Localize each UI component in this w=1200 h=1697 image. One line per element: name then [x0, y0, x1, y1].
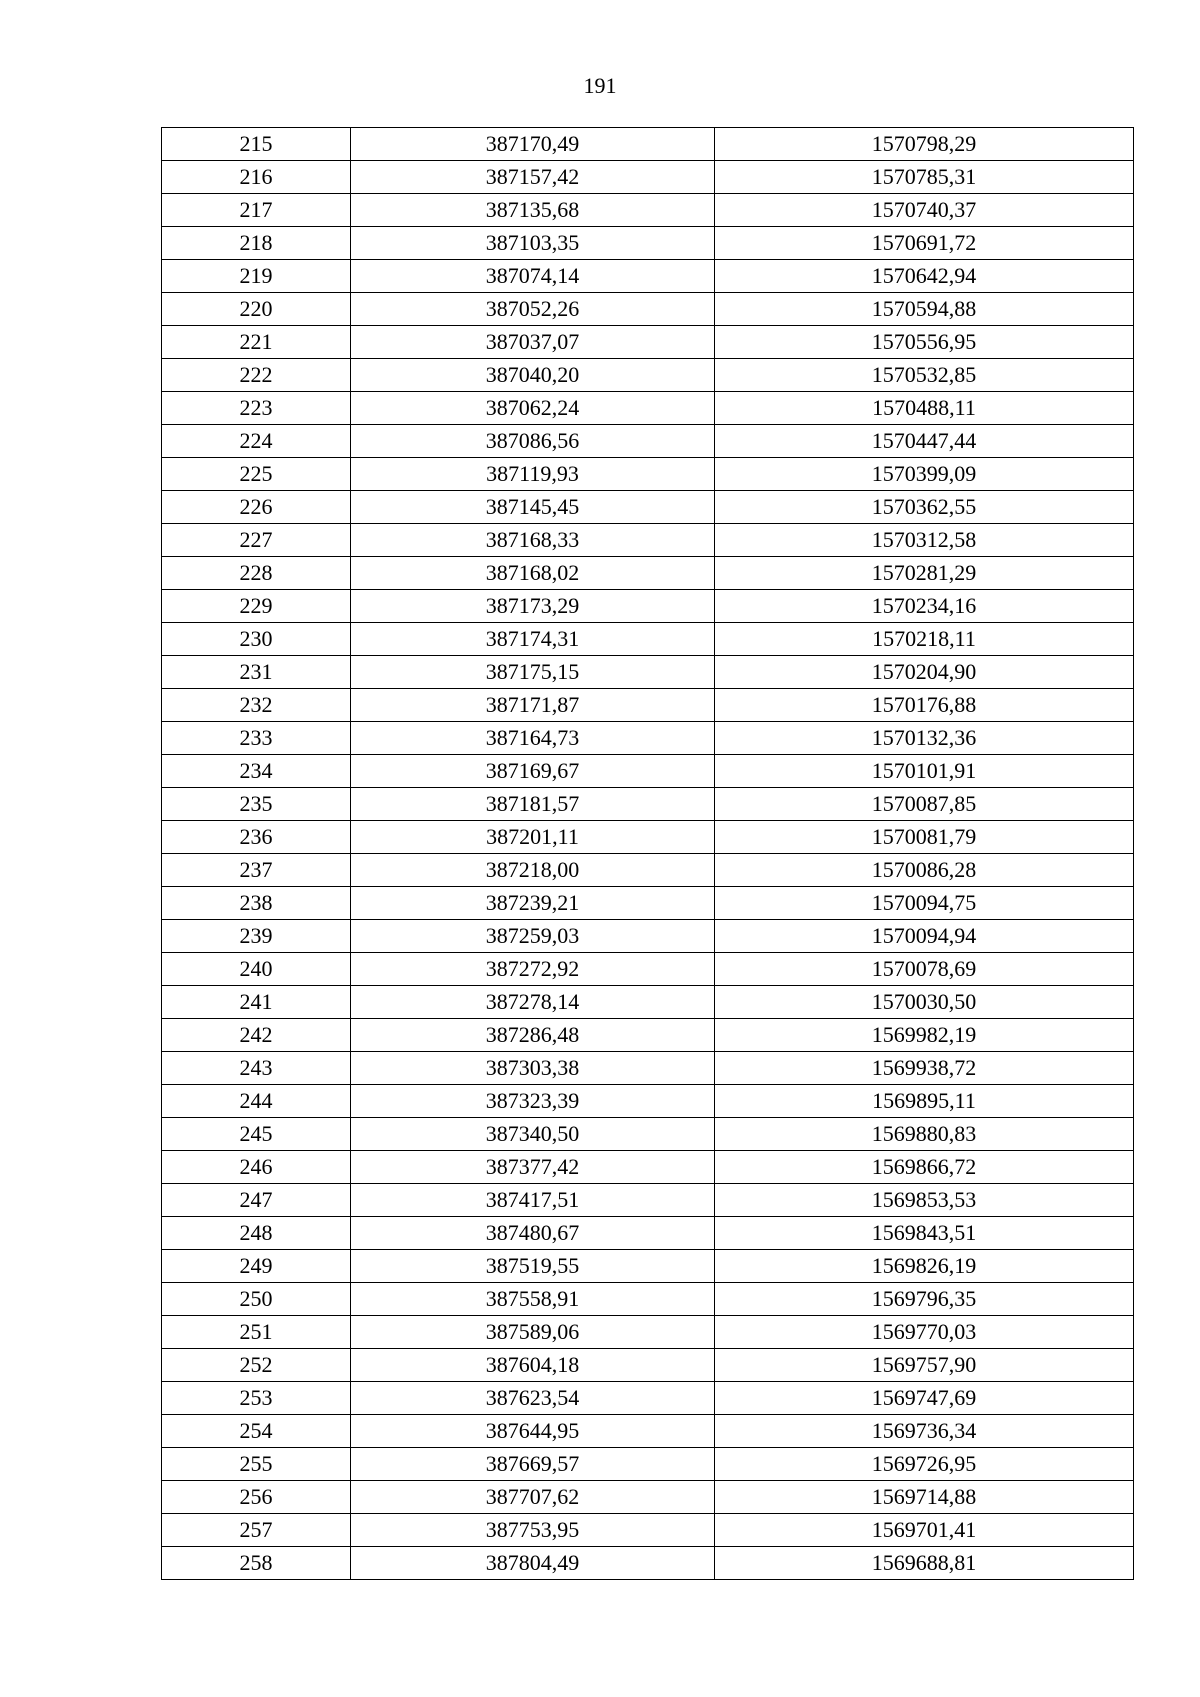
point-number-cell: 237 — [162, 854, 351, 887]
y-coordinate-cell: 1569826,19 — [715, 1250, 1134, 1283]
table-row — [162, 1448, 1134, 1481]
x-coordinate-cell: 387062,24 — [351, 392, 715, 425]
table-row — [162, 1052, 1134, 1085]
table-row — [162, 1481, 1134, 1514]
point-number-cell: 255 — [162, 1448, 351, 1481]
table-row — [162, 1382, 1134, 1415]
y-coordinate-cell: 1570785,31 — [715, 161, 1134, 194]
table-row — [162, 425, 1134, 458]
table-row — [162, 656, 1134, 689]
y-coordinate-cell: 1569895,11 — [715, 1085, 1134, 1118]
y-coordinate-cell: 1569843,51 — [715, 1217, 1134, 1250]
table-row — [162, 1415, 1134, 1448]
x-coordinate-cell: 387168,02 — [351, 557, 715, 590]
y-coordinate-cell: 1570532,85 — [715, 359, 1134, 392]
x-coordinate-cell: 387173,29 — [351, 590, 715, 623]
table-row — [162, 557, 1134, 590]
x-coordinate-cell: 387040,20 — [351, 359, 715, 392]
x-coordinate-cell: 387480,67 — [351, 1217, 715, 1250]
table-row — [162, 755, 1134, 788]
point-number-cell: 253 — [162, 1382, 351, 1415]
table-row — [162, 1118, 1134, 1151]
table-row — [162, 161, 1134, 194]
x-coordinate-cell: 387145,45 — [351, 491, 715, 524]
point-number-cell: 232 — [162, 689, 351, 722]
table-row — [162, 1547, 1134, 1580]
table-row — [162, 293, 1134, 326]
x-coordinate-cell: 387103,35 — [351, 227, 715, 260]
point-number-cell: 231 — [162, 656, 351, 689]
y-coordinate-cell: 1570642,94 — [715, 260, 1134, 293]
y-coordinate-cell: 1569726,95 — [715, 1448, 1134, 1481]
y-coordinate-cell: 1569770,03 — [715, 1316, 1134, 1349]
table-row — [162, 920, 1134, 953]
x-coordinate-cell: 387278,14 — [351, 986, 715, 1019]
table-row — [162, 1316, 1134, 1349]
point-number-cell: 243 — [162, 1052, 351, 1085]
table-row — [162, 788, 1134, 821]
x-coordinate-cell: 387558,91 — [351, 1283, 715, 1316]
point-number-cell: 248 — [162, 1217, 351, 1250]
y-coordinate-cell: 1569757,90 — [715, 1349, 1134, 1382]
point-number-cell: 219 — [162, 260, 351, 293]
point-number-cell: 228 — [162, 557, 351, 590]
x-coordinate-cell: 387804,49 — [351, 1547, 715, 1580]
coordinates-table — [161, 127, 1134, 1580]
x-coordinate-cell: 387119,93 — [351, 458, 715, 491]
point-number-cell: 250 — [162, 1283, 351, 1316]
point-number-cell: 252 — [162, 1349, 351, 1382]
point-number-cell: 238 — [162, 887, 351, 920]
point-number-cell: 229 — [162, 590, 351, 623]
y-coordinate-cell: 1570234,16 — [715, 590, 1134, 623]
x-coordinate-cell: 387157,42 — [351, 161, 715, 194]
point-number-cell: 230 — [162, 623, 351, 656]
point-number-cell: 251 — [162, 1316, 351, 1349]
point-number-cell: 220 — [162, 293, 351, 326]
point-number-cell: 249 — [162, 1250, 351, 1283]
y-coordinate-cell: 1570312,58 — [715, 524, 1134, 557]
y-coordinate-cell: 1569688,81 — [715, 1547, 1134, 1580]
table-row — [162, 1184, 1134, 1217]
y-coordinate-cell: 1570362,55 — [715, 491, 1134, 524]
y-coordinate-cell: 1570447,44 — [715, 425, 1134, 458]
page-number: 191 — [583, 73, 617, 98]
y-coordinate-cell: 1569880,83 — [715, 1118, 1134, 1151]
point-number-cell: 222 — [162, 359, 351, 392]
x-coordinate-cell: 387086,56 — [351, 425, 715, 458]
x-coordinate-cell: 387201,11 — [351, 821, 715, 854]
x-coordinate-cell: 387669,57 — [351, 1448, 715, 1481]
x-coordinate-cell: 387052,26 — [351, 293, 715, 326]
y-coordinate-cell: 1569747,69 — [715, 1382, 1134, 1415]
x-coordinate-cell: 387239,21 — [351, 887, 715, 920]
y-coordinate-cell: 1570132,36 — [715, 722, 1134, 755]
point-number-cell: 242 — [162, 1019, 351, 1052]
table-row — [162, 1151, 1134, 1184]
x-coordinate-cell: 387323,39 — [351, 1085, 715, 1118]
y-coordinate-cell: 1570691,72 — [715, 227, 1134, 260]
point-number-cell: 225 — [162, 458, 351, 491]
point-number-cell: 236 — [162, 821, 351, 854]
y-coordinate-cell: 1570740,37 — [715, 194, 1134, 227]
point-number-cell: 227 — [162, 524, 351, 557]
table-row — [162, 1250, 1134, 1283]
x-coordinate-cell: 387303,38 — [351, 1052, 715, 1085]
table-row — [162, 953, 1134, 986]
x-coordinate-cell: 387218,00 — [351, 854, 715, 887]
point-number-cell: 244 — [162, 1085, 351, 1118]
y-coordinate-cell: 1569796,35 — [715, 1283, 1134, 1316]
y-coordinate-cell: 1570094,75 — [715, 887, 1134, 920]
table-row — [162, 458, 1134, 491]
x-coordinate-cell: 387135,68 — [351, 194, 715, 227]
table-row — [162, 1349, 1134, 1382]
table-row — [162, 1085, 1134, 1118]
x-coordinate-cell: 387589,06 — [351, 1316, 715, 1349]
y-coordinate-cell: 1570281,29 — [715, 557, 1134, 590]
x-coordinate-cell: 387707,62 — [351, 1481, 715, 1514]
table-row — [162, 524, 1134, 557]
table-row — [162, 887, 1134, 920]
x-coordinate-cell: 387519,55 — [351, 1250, 715, 1283]
y-coordinate-cell: 1570488,11 — [715, 392, 1134, 425]
table-row — [162, 854, 1134, 887]
y-coordinate-cell: 1570176,88 — [715, 689, 1134, 722]
y-coordinate-cell: 1570218,11 — [715, 623, 1134, 656]
y-coordinate-cell: 1570081,79 — [715, 821, 1134, 854]
table-row — [162, 1019, 1134, 1052]
table-row — [162, 1283, 1134, 1316]
table-row — [162, 1217, 1134, 1250]
table-row — [162, 491, 1134, 524]
table-row — [162, 326, 1134, 359]
y-coordinate-cell: 1570594,88 — [715, 293, 1134, 326]
y-coordinate-cell: 1570078,69 — [715, 953, 1134, 986]
y-coordinate-cell: 1570798,29 — [715, 128, 1134, 161]
table-row — [162, 689, 1134, 722]
x-coordinate-cell: 387417,51 — [351, 1184, 715, 1217]
y-coordinate-cell: 1569982,19 — [715, 1019, 1134, 1052]
x-coordinate-cell: 387377,42 — [351, 1151, 715, 1184]
x-coordinate-cell: 387168,33 — [351, 524, 715, 557]
table-row — [162, 359, 1134, 392]
point-number-cell: 223 — [162, 392, 351, 425]
point-number-cell: 216 — [162, 161, 351, 194]
point-number-cell: 226 — [162, 491, 351, 524]
point-number-cell: 234 — [162, 755, 351, 788]
point-number-cell: 258 — [162, 1547, 351, 1580]
point-number-cell: 233 — [162, 722, 351, 755]
x-coordinate-cell: 387286,48 — [351, 1019, 715, 1052]
x-coordinate-cell: 387175,15 — [351, 656, 715, 689]
x-coordinate-cell: 387169,67 — [351, 755, 715, 788]
point-number-cell: 246 — [162, 1151, 351, 1184]
y-coordinate-cell: 1570030,50 — [715, 986, 1134, 1019]
point-number-cell: 218 — [162, 227, 351, 260]
table-row — [162, 722, 1134, 755]
table-row — [162, 623, 1134, 656]
x-coordinate-cell: 387037,07 — [351, 326, 715, 359]
table-row — [162, 128, 1134, 161]
x-coordinate-cell: 387272,92 — [351, 953, 715, 986]
x-coordinate-cell: 387340,50 — [351, 1118, 715, 1151]
y-coordinate-cell: 1569714,88 — [715, 1481, 1134, 1514]
x-coordinate-cell: 387644,95 — [351, 1415, 715, 1448]
y-coordinate-cell: 1570094,94 — [715, 920, 1134, 953]
table-row — [162, 194, 1134, 227]
point-number-cell: 256 — [162, 1481, 351, 1514]
table-row — [162, 227, 1134, 260]
x-coordinate-cell: 387604,18 — [351, 1349, 715, 1382]
x-coordinate-cell: 387170,49 — [351, 128, 715, 161]
point-number-cell: 239 — [162, 920, 351, 953]
y-coordinate-cell: 1569853,53 — [715, 1184, 1134, 1217]
x-coordinate-cell: 387174,31 — [351, 623, 715, 656]
table-row — [162, 392, 1134, 425]
x-coordinate-cell: 387171,87 — [351, 689, 715, 722]
table-row — [162, 1514, 1134, 1547]
point-number-cell: 215 — [162, 128, 351, 161]
point-number-cell: 235 — [162, 788, 351, 821]
y-coordinate-cell: 1569736,34 — [715, 1415, 1134, 1448]
table-row — [162, 260, 1134, 293]
y-coordinate-cell: 1570086,28 — [715, 854, 1134, 887]
point-number-cell: 240 — [162, 953, 351, 986]
y-coordinate-cell: 1569866,72 — [715, 1151, 1134, 1184]
y-coordinate-cell: 1570556,95 — [715, 326, 1134, 359]
x-coordinate-cell: 387753,95 — [351, 1514, 715, 1547]
point-number-cell: 221 — [162, 326, 351, 359]
table-row — [162, 986, 1134, 1019]
y-coordinate-cell: 1569701,41 — [715, 1514, 1134, 1547]
x-coordinate-cell: 387259,03 — [351, 920, 715, 953]
point-number-cell: 254 — [162, 1415, 351, 1448]
point-number-cell: 241 — [162, 986, 351, 1019]
x-coordinate-cell: 387181,57 — [351, 788, 715, 821]
y-coordinate-cell: 1570204,90 — [715, 656, 1134, 689]
point-number-cell: 247 — [162, 1184, 351, 1217]
y-coordinate-cell: 1569938,72 — [715, 1052, 1134, 1085]
point-number-cell: 245 — [162, 1118, 351, 1151]
point-number-cell: 257 — [162, 1514, 351, 1547]
coordinates-table-body — [162, 128, 1134, 1580]
x-coordinate-cell: 387164,73 — [351, 722, 715, 755]
x-coordinate-cell: 387623,54 — [351, 1382, 715, 1415]
y-coordinate-cell: 1570399,09 — [715, 458, 1134, 491]
y-coordinate-cell: 1570101,91 — [715, 755, 1134, 788]
point-number-cell: 224 — [162, 425, 351, 458]
point-number-cell: 217 — [162, 194, 351, 227]
x-coordinate-cell: 387074,14 — [351, 260, 715, 293]
table-row — [162, 590, 1134, 623]
table-row — [162, 821, 1134, 854]
y-coordinate-cell: 1570087,85 — [715, 788, 1134, 821]
